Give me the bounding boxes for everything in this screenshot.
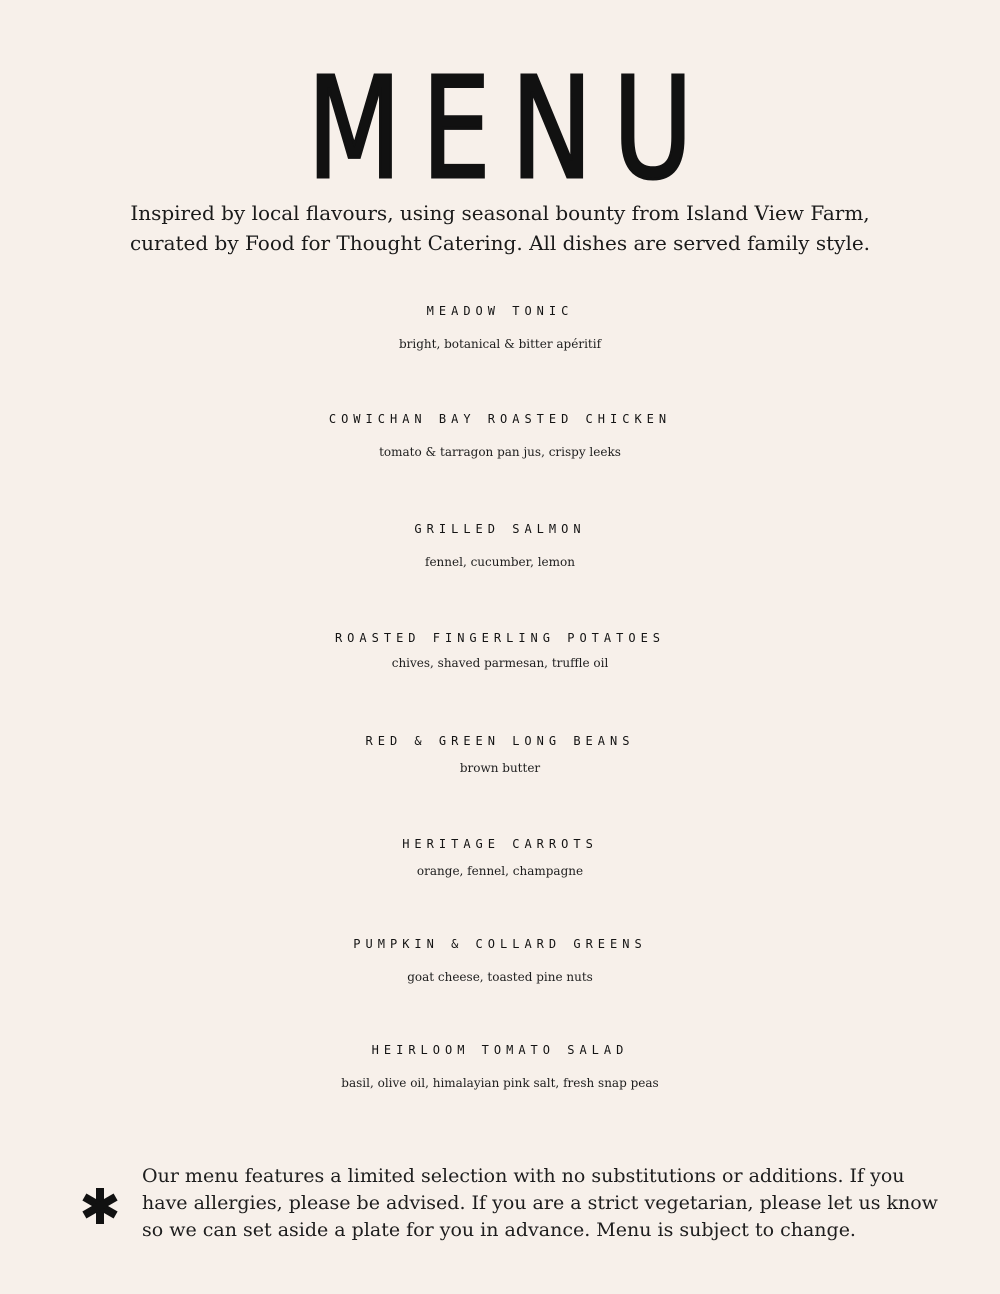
menu-intro: Inspired by local flavours, using seasonal bounty from Island View Farm, curated by Food for Thought Catering. All dishes are served family style. xyxy=(129,201,871,255)
dish-description: brown butter xyxy=(459,761,541,775)
dish-name: MEADOW TONIC xyxy=(426,304,574,318)
menu-note: Our menu features a limited selection with no substitutions or additions. If you have allergies, please be advised. If you are a strict vegetarian, please let us know so we can set aside a plate for you in advance. Menu is subject to change. xyxy=(142,1165,938,1241)
dish-description: fennel, cucumber, lemon xyxy=(425,555,575,569)
dish-item xyxy=(0,925,1000,991)
dish-name: ROASTED FINGERLING POTATOES xyxy=(334,631,666,645)
dish-item xyxy=(0,1031,1000,1097)
dish-item xyxy=(0,510,1000,576)
dish-description: tomato & tarragon pan jus, crispy leeks xyxy=(379,445,621,459)
dish-item xyxy=(0,292,1000,358)
dish-item xyxy=(0,400,1000,466)
dish-name: HEIRLOOM TOMATO SALAD xyxy=(371,1043,629,1057)
dish-item xyxy=(0,825,1000,885)
dish-description: basil, olive oil, himalayian pink salt, fresh snap peas xyxy=(341,1076,659,1090)
menu-title: MENU xyxy=(307,48,714,211)
dish-name: COWICHAN BAY ROASTED CHICKEN xyxy=(328,412,672,426)
dish-name: RED & GREEN LONG BEANS xyxy=(365,734,635,748)
dish-description: orange, fennel, champagne xyxy=(416,864,584,878)
asterisk-icon xyxy=(78,1184,122,1228)
dish-name: GRILLED SALMON xyxy=(414,522,586,536)
dish-name: PUMPKIN & COLLARD GREENS xyxy=(353,937,647,951)
dish-description: chives, shaved parmesan, truffle oil xyxy=(391,656,609,670)
dish-description: bright, botanical & bitter apéritif xyxy=(398,337,602,351)
dish-item xyxy=(0,722,1000,782)
dish-description: goat cheese, toasted pine nuts xyxy=(407,970,593,984)
dish-item xyxy=(0,619,1000,677)
dish-name: HERITAGE CARROTS xyxy=(402,837,598,851)
